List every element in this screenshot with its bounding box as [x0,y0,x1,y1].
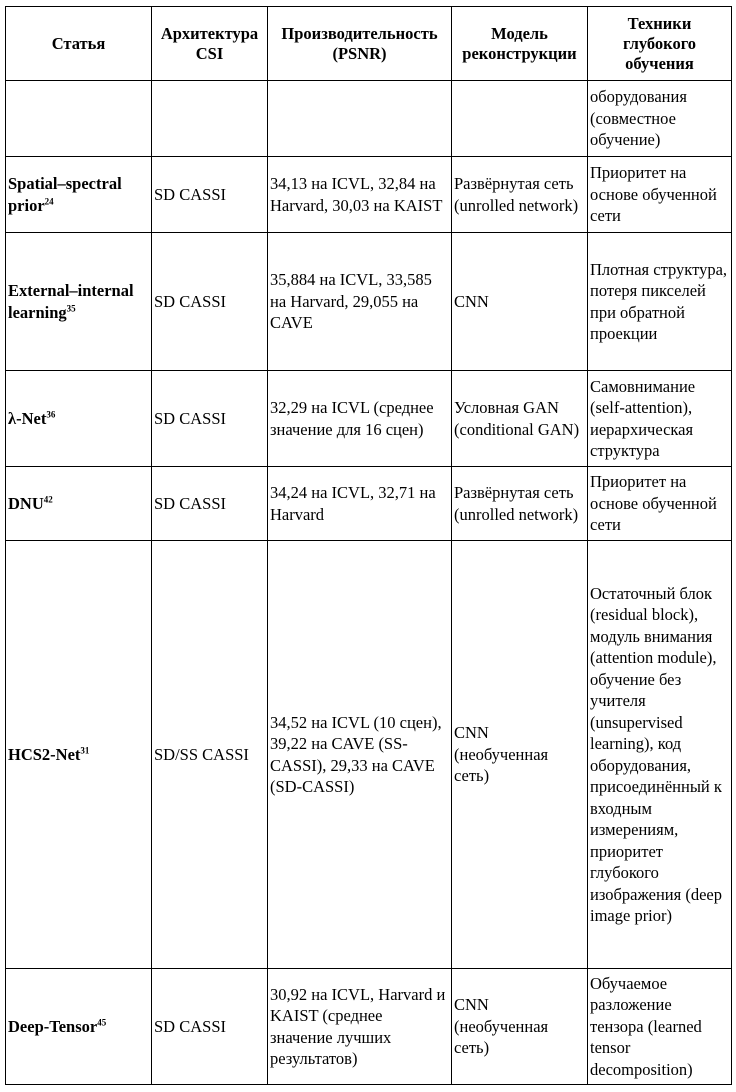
cell-performance: 34,13 на ICVL, 32,84 на Harvard, 30,03 на KAIST [268,157,452,233]
article-name: External–internal learning [8,281,134,322]
cell-model: Развёрнутая сеть (unrolled network) [452,467,588,541]
header-row [6,7,732,81]
cell-techniques: Остаточный блок (residual block), модуль внимания (attention module), обучение без учителя (unsupervised learning), код оборудования, присоединённый к входным измерениям, приоритет глубокого изображения (deep image prior) [588,541,732,969]
article-ref: 35 [66,303,76,313]
article-name: DNU [8,493,44,513]
cell-article [6,371,152,467]
cell-article [6,467,152,541]
article-name: Deep-Tensor [8,1016,98,1036]
cell-model: Условная GAN (conditional GAN) [452,371,588,467]
cell-article [6,81,152,157]
table-row [6,969,732,1085]
cell-techniques: оборудования (совместное обучение) [588,81,732,157]
cell-architecture: SD/SS CASSI [152,541,268,969]
cell-performance: 30,92 на ICVL, Harvard и KAIST (среднее значение лучших результатов) [268,969,452,1085]
cell-model [452,81,588,157]
cell-architecture: SD CASSI [152,467,268,541]
cell-model: CNN [452,233,588,371]
table-row [6,233,732,371]
article-name: Spatial–spectral prior [8,174,122,215]
cell-performance [268,81,452,157]
article-ref: 24 [44,196,54,206]
cell-model: CNN (необученная сеть) [452,541,588,969]
cell-techniques: Обучаемое разложение тензора (learned tensor decomposition) [588,969,732,1085]
article-ref: 36 [46,409,56,420]
cell-architecture: SD CASSI [152,969,268,1085]
table-row [6,81,732,157]
cell-architecture: SD CASSI [152,233,268,371]
cell-article [6,233,152,371]
header-performance: Производительность (PSNR) [268,7,452,81]
header-techniques: Техники глубокого обучения [588,7,732,81]
cell-performance: 34,24 на ICVL, 32,71 на Harvard [268,467,452,541]
header-article: Статья [6,7,152,81]
cell-article [6,157,152,233]
article-name: HCS2-Net [8,744,81,764]
cell-model: CNN (необученная сеть) [452,969,588,1085]
cell-performance: 34,52 на ICVL (10 сцен), 39,22 на CAVE (SS-CASSI), 29,33 на CAVE (SD-CASSI) [268,541,452,969]
cell-article [6,969,152,1085]
cell-performance: 35,884 на ICVL, 33,585 на Harvard, 29,055 на CAVE [268,233,452,371]
table-row [6,467,732,541]
cell-techniques: Приоритет на основе обученной сети [588,157,732,233]
table-row [6,371,732,467]
article-ref: 42 [43,494,53,505]
cell-architecture [152,81,268,157]
cell-techniques: Самовнимание (self-attention), иерархическая структура [588,371,732,467]
comparison-table [5,6,732,1085]
cell-model: Развёрнутая сеть (unrolled network) [452,157,588,233]
cell-architecture: SD CASSI [152,157,268,233]
header-architecture: Архитектура CSI [152,7,268,81]
cell-architecture: SD CASSI [152,371,268,467]
article-ref: 45 [97,1017,107,1028]
article-ref: 31 [80,745,90,756]
cell-techniques: Плотная структура, потеря пикселей при обратной проекции [588,233,732,371]
article-name: λ-Net [8,408,47,428]
table-row [6,157,732,233]
cell-article [6,541,152,969]
cell-techniques: Приоритет на основе обученной сети [588,467,732,541]
cell-performance: 32,29 на ICVL (среднее значение для 16 сцен) [268,371,452,467]
table-row [6,541,732,969]
header-model: Модель реконструкции [452,7,588,81]
